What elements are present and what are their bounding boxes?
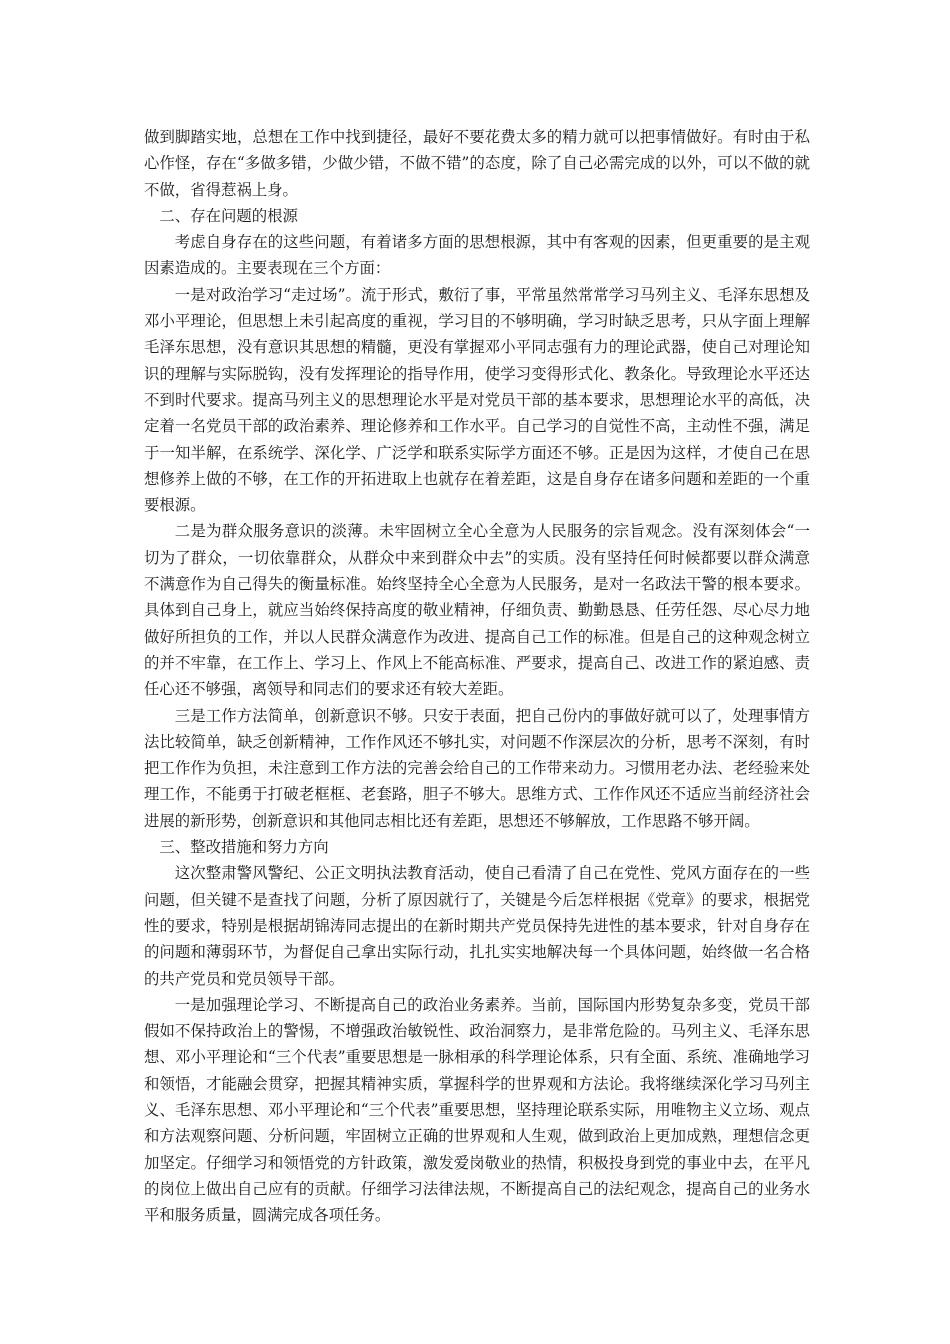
- paragraph-cause-work-method: 三是工作方法简单，创新意识不够。只安于表面，把自己份内的事做好就可以了，处理事情方法比较简单，缺乏创新精神，工作作风还不够扎实，对问题不作深层次的分析，思考不深刻，有时把工作作为负担，未注意到工作方法的完善会给自己的工作带来动力。习惯用老办法、老经验来处理工作，不能勇于打破老框框、老套路，胆子不够大。思维方式、工作作风还不适应当前经济社会进展的新形势，创新意识和其他同志相比还有差距，思想还不够解放，工作思路不够开阔。: [144, 706, 810, 830]
- paragraph-cause-political-study: 一是对政治学习“走过场”。流于形式，敷衍了事，平常虽然常常学习马列主义、毛泽东思想及邓小平理论，但思想上未引起高度的重视，学习目的不够明确，学习时缺乏思考，只从字面上理解毛泽东思想，没有意识其思想的精髓，更没有掌握邓小平同志强有力的理论武器，使自己对理论知识的理解与实际脱钩，没有发挥理论的指导作用，使学习变得形式化、教条化。导致理论水平还达不到时代要求。提高马列主义的思想理论水平是对党员干部的基本要求，思想理论水平的高低，决定着一名党员干部的政治素养、理论修养和工作水平。自己学习的自觉性不高，主动性不强，满足于一知半解，在系统学、深化学、广泛学和联系实际学方面还不够。正是因为这样，才使自己在思想修养上做的不够，在工作的开拓进取上也就存在着差距，这是自身存在诸多问题和差距的一个重要根源。: [144, 285, 810, 515]
- paragraph-rectification-intro: 这次整肃警风警纪、公正文明执法教育活动，使自己看清了自己在党性、党风方面存在的一些问题，但关键不是查找了问题，分析了原因就行了，关键是今后怎样根据《党章》的要求，根据党性的要求，特别是根据胡锦涛同志提出的在新时期共产党员保持先进性的基本要求，针对自身存在的问题和薄弱环节，为督促自己拿出实际行动，扎扎实实地解决每一个具体问题，始终做一名合格的共产党员和党员领导干部。: [144, 864, 810, 988]
- paragraph-cause-service-awareness: 二是为群众服务意识的淡薄。未牢固树立全心全意为人民服务的宗旨观念。没有深刻体会“一切为了群众，一切依靠群众，从群众中来到群众中去”的实质。没有坚持任何时候都要以群众满意不满意作为自己得失的衡量标准。始终坚持全心全意为人民服务，是对一名政法干警的根本要求。具体到自己身上，就应当始终保持高度的敬业精神，仔细负责、勤勤恳恳、任劳任怨、尽心尽力地做好所担负的工作，并以人民群众满意作为改进、提高自己工作的标准。但是自己的这种观念树立的并不牢靠，在工作上、学习上、作风上不能高标准、严要求，提高自己、改进工作的紧迫感、责任心还不够强，离领导和同志们的要求还有较大差距。: [144, 522, 810, 699]
- paragraph-measure-theory-study: 一是加强理论学习、不断提高自己的政治业务素养。当前，国际国内形势复杂多变，党员干部假如不保持政治上的警惕，不增强政治敏锐性、政治洞察力，是非常危险的。马列主义、毛泽东思想、邓小平理论和“三个代表”重要思想是一脉相承的科学理论体系，只有全面、系统、准确地学习和领悟，才能融会贯穿，把握其精神实质，掌握科学的世界观和方法论。我将继续深化学习马列主义、毛泽东思想、邓小平理论和“三个代表”重要思想，坚持理论联系实际，用唯物主义立场、观点和方法观察问题、分析问题，牢固树立正确的世界观和人生观，做到政治上更加成熟，理想信念更加坚定。仔细学习和领悟党的方针政策，激发爱岗敬业的热情，积极投身到党的事业中去，在平凡的岗位上做出自己应有的贡献。仔细学习法律法规，不断提高自己的法纪观念，提高自己的业务水平和服务质量，圆满完成各项任务。: [144, 995, 810, 1225]
- paragraph-continuation: 做到脚踏实地，总想在工作中找到捷径，最好不要花费太多的精力就可以把事情做好。有时由于私心作怪，存在“多做多错，少做少错，不做不错”的态度，除了自己必需完成的以外，可以不做的就不做，省得惹祸上身。: [144, 128, 810, 199]
- section-heading-rectification: 三、整改措施和努力方向: [159, 838, 329, 857]
- paragraph-root-causes-intro: 考虑自身存在的这些问题，有着诸多方面的思想根源，其中有客观的因素，但更重要的是主观因素造成的。主要表现在三个方面：: [144, 233, 810, 278]
- document-page: [144, 124, 810, 1228]
- section-heading-root-causes: 二、存在问题的根源: [159, 206, 298, 225]
